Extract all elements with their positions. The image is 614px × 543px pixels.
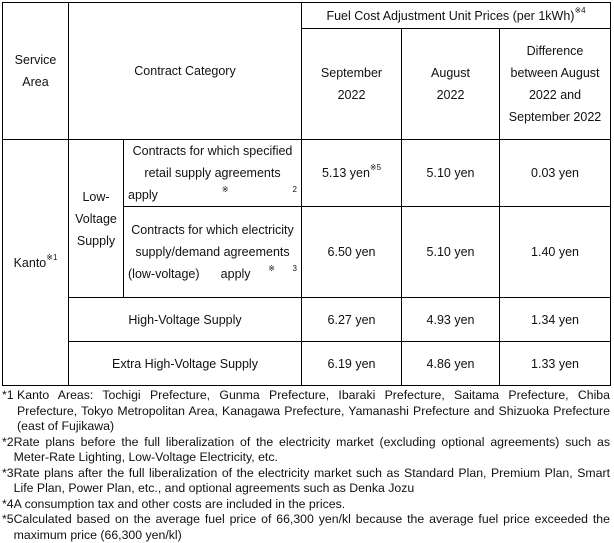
header-unit-prices-text: Fuel Cost Adjustment Unit Prices (per 1kWh)	[326, 8, 575, 23]
cell-aug-high-voltage	[402, 298, 500, 342]
header-unit-prices-note: ※4	[574, 5, 586, 15]
sep-supply-demand-value: 6.50 yen	[327, 245, 376, 259]
footnote-1	[2, 388, 610, 435]
footnote-1-text: Kanto Areas: Tochigi Prefecture, Gunma Prefecture, Ibaraki Prefecture, Saitama Prefecture, Chiba Prefecture, Tokyo Metropolitan Area, Kanagawa Prefecture, Yamanashi Prefecture and Shizuoka Prefecture (east of Fujikawa)	[17, 388, 610, 433]
cell-low-voltage-label	[69, 140, 124, 298]
cell-sep-supply-demand	[302, 207, 402, 298]
footnote-3-mark: *3	[2, 465, 14, 480]
header-difference	[500, 29, 611, 140]
header-september	[302, 29, 402, 140]
footnote-5	[2, 512, 610, 543]
diff-supply-demand-value: 1.40 yen	[531, 245, 579, 259]
cell-category-high-voltage	[69, 298, 302, 342]
diff-extra-high-voltage-value: 1.33 yen	[531, 356, 579, 371]
sep-specified-retail-value: 5.13 yen	[321, 166, 370, 180]
sep-specified-retail-note: ※5	[369, 163, 382, 172]
cell-diff-extra-high-voltage	[500, 342, 611, 386]
header-august	[402, 29, 500, 140]
footnote-2	[2, 435, 610, 466]
footnote-2-text: Rate plans before the full liberalization of the electricity market (excluding optional agreements) such as Meter-Rate Lighting, Low-Voltage Electricity, etc.	[13, 434, 610, 464]
category-extra-high-voltage-text: Extra High-Voltage Supply	[112, 356, 258, 371]
header-difference-text: Difference between August 2022 and September 2022	[508, 44, 602, 124]
footnote-3-text: Rate plans after the full liberalization of the electricity market such as Standard Plan, Premium Plan, Smart Life Plan, Power Plan, etc., and optional agreements such as Denka Jozu	[13, 465, 610, 495]
category-specified-retail-text: Contracts for which specified retail supply agreements apply	[128, 144, 293, 202]
cell-aug-specified-retail	[402, 140, 500, 207]
aug-supply-demand-value: 5.10 yen	[426, 245, 475, 259]
cell-category-specified-retail	[124, 140, 302, 207]
header-service-area	[3, 3, 69, 140]
table-row-extra-high-voltage	[3, 342, 611, 386]
footnote-5-mark: *5	[2, 512, 14, 526]
area-name: Kanto	[13, 255, 47, 270]
footnotes	[2, 388, 610, 543]
cell-category-supply-demand	[124, 207, 302, 298]
header-service-area-text: Service Area	[14, 53, 57, 89]
aug-high-voltage-value: 4.93 yen	[426, 312, 475, 327]
footnote-4	[2, 497, 610, 513]
cell-sep-extra-high-voltage	[302, 342, 402, 386]
category-supply-demand-note: ※3	[250, 264, 297, 273]
footnote-4-mark: *4	[2, 496, 14, 511]
category-supply-demand-text: Contracts for which electricity supply/demand agreements (low-voltage) apply	[128, 223, 294, 281]
cell-aug-extra-high-voltage	[402, 342, 500, 386]
aug-extra-high-voltage-value: 4.86 yen	[426, 356, 475, 371]
cell-diff-specified-retail	[500, 140, 611, 207]
header-august-text: August 2022	[431, 66, 470, 102]
category-specified-retail-note: ※2	[157, 185, 297, 194]
cell-aug-supply-demand	[402, 207, 500, 298]
header-contract-category-text: Contract Category	[134, 64, 236, 78]
fuel-cost-table	[2, 2, 611, 386]
header-september-text: September 2022	[320, 66, 383, 102]
footnote-4-text: A consumption tax and other costs are included in the prices.	[13, 496, 346, 511]
area-note: ※1	[46, 252, 58, 262]
footnote-1-mark: *1	[2, 388, 14, 402]
header-row-1	[3, 3, 611, 29]
cell-sep-specified-retail	[302, 140, 402, 207]
cell-diff-high-voltage	[500, 298, 611, 342]
cell-service-area-kanto	[3, 140, 69, 386]
sep-high-voltage-value: 6.27 yen	[327, 312, 376, 327]
low-voltage-label-text: Low-Voltage Supply	[75, 189, 117, 248]
footnote-3	[2, 466, 610, 497]
category-high-voltage-text: High-Voltage Supply	[128, 312, 242, 327]
header-contract-category	[69, 3, 302, 140]
cell-diff-supply-demand	[500, 207, 611, 298]
footnote-2-mark: *2	[2, 434, 14, 449]
sep-extra-high-voltage-value: 6.19 yen	[327, 356, 376, 371]
cell-category-extra-high-voltage	[69, 342, 302, 386]
cell-sep-high-voltage	[302, 298, 402, 342]
footnote-5-text: Calculated based on the average fuel price of 66,300 yen/kl because the average fuel price exceeded the maximum price (66,300 yen/kl)	[13, 512, 610, 542]
diff-specified-retail-value: 0.03 yen	[531, 166, 579, 180]
aug-specified-retail-value: 5.10 yen	[426, 166, 475, 180]
table-row-specified-retail	[3, 140, 611, 207]
diff-high-voltage-value: 1.34 yen	[531, 312, 579, 327]
header-unit-prices	[302, 3, 611, 29]
table-row-high-voltage	[3, 298, 611, 342]
